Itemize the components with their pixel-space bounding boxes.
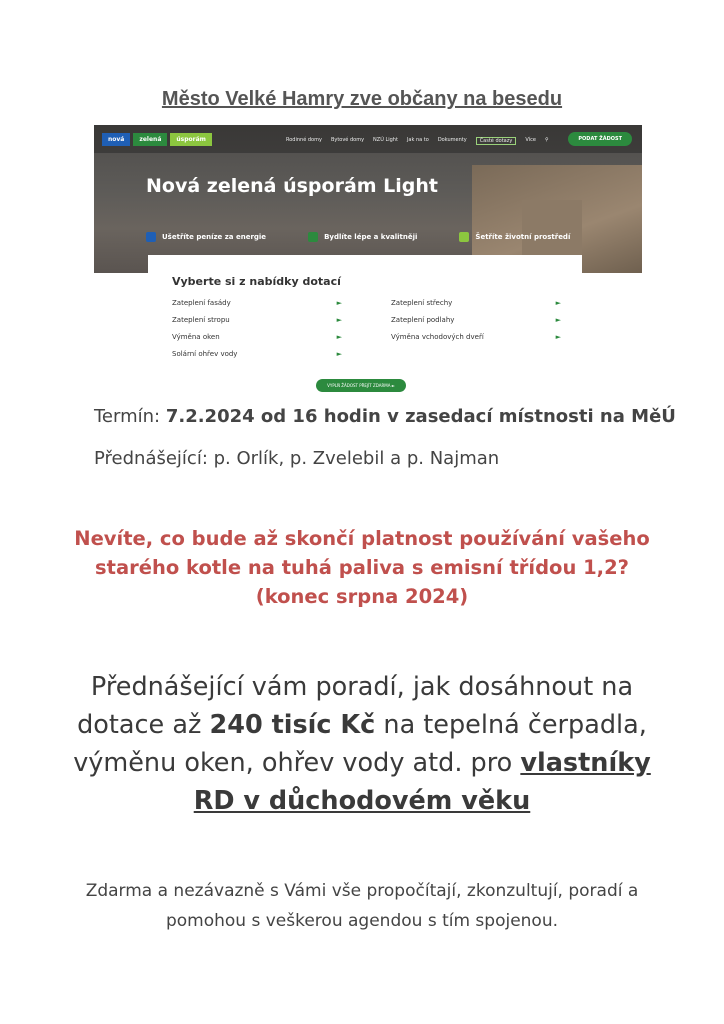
nzu-screenshot xyxy=(94,125,642,273)
panel-title: Vyberte si z nabídky dotací xyxy=(172,275,341,288)
benefit-item xyxy=(308,232,417,242)
warning-line: Nevíte, co bude až skončí platnost používání vašeho xyxy=(74,527,650,550)
arrow-icon: ► xyxy=(336,316,342,324)
search-icon: ⚲ xyxy=(544,137,549,143)
screenshot-heading: Nová zelená úsporám Light xyxy=(146,175,439,197)
nav-item: Dokumenty xyxy=(437,137,467,143)
nav-item: Bytové domy xyxy=(330,137,365,143)
subsidy-item xyxy=(391,333,561,341)
subsidy-item xyxy=(391,299,561,307)
subsidy-item xyxy=(172,350,342,358)
arrow-icon: ► xyxy=(336,333,342,341)
subsidy-item xyxy=(172,316,342,324)
subsidy-label: Zateplení střechy xyxy=(391,299,453,307)
benefit-item xyxy=(459,232,570,242)
subsidy-item xyxy=(172,333,342,341)
logo-part: zelená xyxy=(133,133,167,146)
boiler-warning xyxy=(60,524,664,611)
page-title: Město Velké Hamry zve občany na besedu xyxy=(161,88,563,110)
nav-item: Rodinné domy xyxy=(286,137,322,143)
nav-item: Více xyxy=(525,137,536,143)
nav-item: NZÚ Light xyxy=(373,137,398,143)
subsidy-label: Výměna oken xyxy=(172,333,220,341)
benefit-item xyxy=(146,232,266,242)
logo-part: nová xyxy=(102,133,130,146)
arrow-icon: ► xyxy=(555,316,561,324)
nav-item-active: Časté dotazy xyxy=(476,137,517,145)
arrow-icon: ► xyxy=(555,299,561,307)
date-value: 7.2.2024 od 16 hodin v zasedací místnosti na MěÚ xyxy=(165,406,676,427)
subsidy-label: Zateplení podlahy xyxy=(391,316,455,324)
date-label: Termín: xyxy=(94,406,166,427)
main-text: na tepelná čerpadla, výměnu oken, ohřev vody atd. pro xyxy=(73,710,647,778)
benefit-label: Šetříte životní prostředí xyxy=(475,233,571,241)
logo-part: úsporám xyxy=(170,133,212,146)
footer-text: Zdarma a nezávazně s Vámi vše propočítají, zkonzultují, poradí a pomohou s veškerou agendou s tím spojenou. xyxy=(85,881,639,931)
speakers: Přednášející: p. Orlík, p. Zvelebil a p. Najman xyxy=(94,448,500,469)
submit-application-button: PODAT ŽÁDOST xyxy=(568,132,632,146)
subsidy-label: Zateplení stropu xyxy=(172,316,230,324)
subsidy-label: Zateplení fasády xyxy=(172,299,231,307)
warning-line: starého kotle na tuhá paliva s emisní třídou 1,2? xyxy=(95,556,629,579)
arrow-icon: ► xyxy=(555,333,561,341)
screenshot-nav xyxy=(286,137,549,145)
subsidy-amount: 240 tisíc Kč xyxy=(209,710,376,740)
arrow-icon: ► xyxy=(336,350,342,358)
benefits-row xyxy=(146,232,570,242)
benefit-label: Bydlíte lépe a kvalitněji xyxy=(324,233,418,241)
nav-item: Jak na to xyxy=(406,137,429,143)
subsidy-item xyxy=(172,299,342,307)
subsidy-item xyxy=(391,316,561,324)
benefit-label: Ušetříte peníze za energie xyxy=(162,233,267,241)
home-icon xyxy=(308,232,318,242)
money-icon xyxy=(146,232,156,242)
event-date xyxy=(94,406,676,427)
subsidy-label: Výměna vchodových dveří xyxy=(391,333,484,341)
subsidy-panel xyxy=(148,255,582,403)
leaf-icon xyxy=(459,232,469,242)
main-text: Přednášející vám poradí, jak dosáhnout na dotace až xyxy=(77,672,634,740)
warning-line: (konec srpna 2024) xyxy=(255,585,469,608)
target-group: vlastníky RD v důchodovém věku xyxy=(193,748,651,816)
arrow-icon: ► xyxy=(336,299,342,307)
nzu-logo xyxy=(102,133,212,146)
cta-button: VYPLŇ ŽÁDOST PŘEJÍT ZDARMA ► xyxy=(316,379,406,392)
main-message xyxy=(50,668,674,820)
subsidy-label: Solární ohřev vody xyxy=(172,350,238,358)
